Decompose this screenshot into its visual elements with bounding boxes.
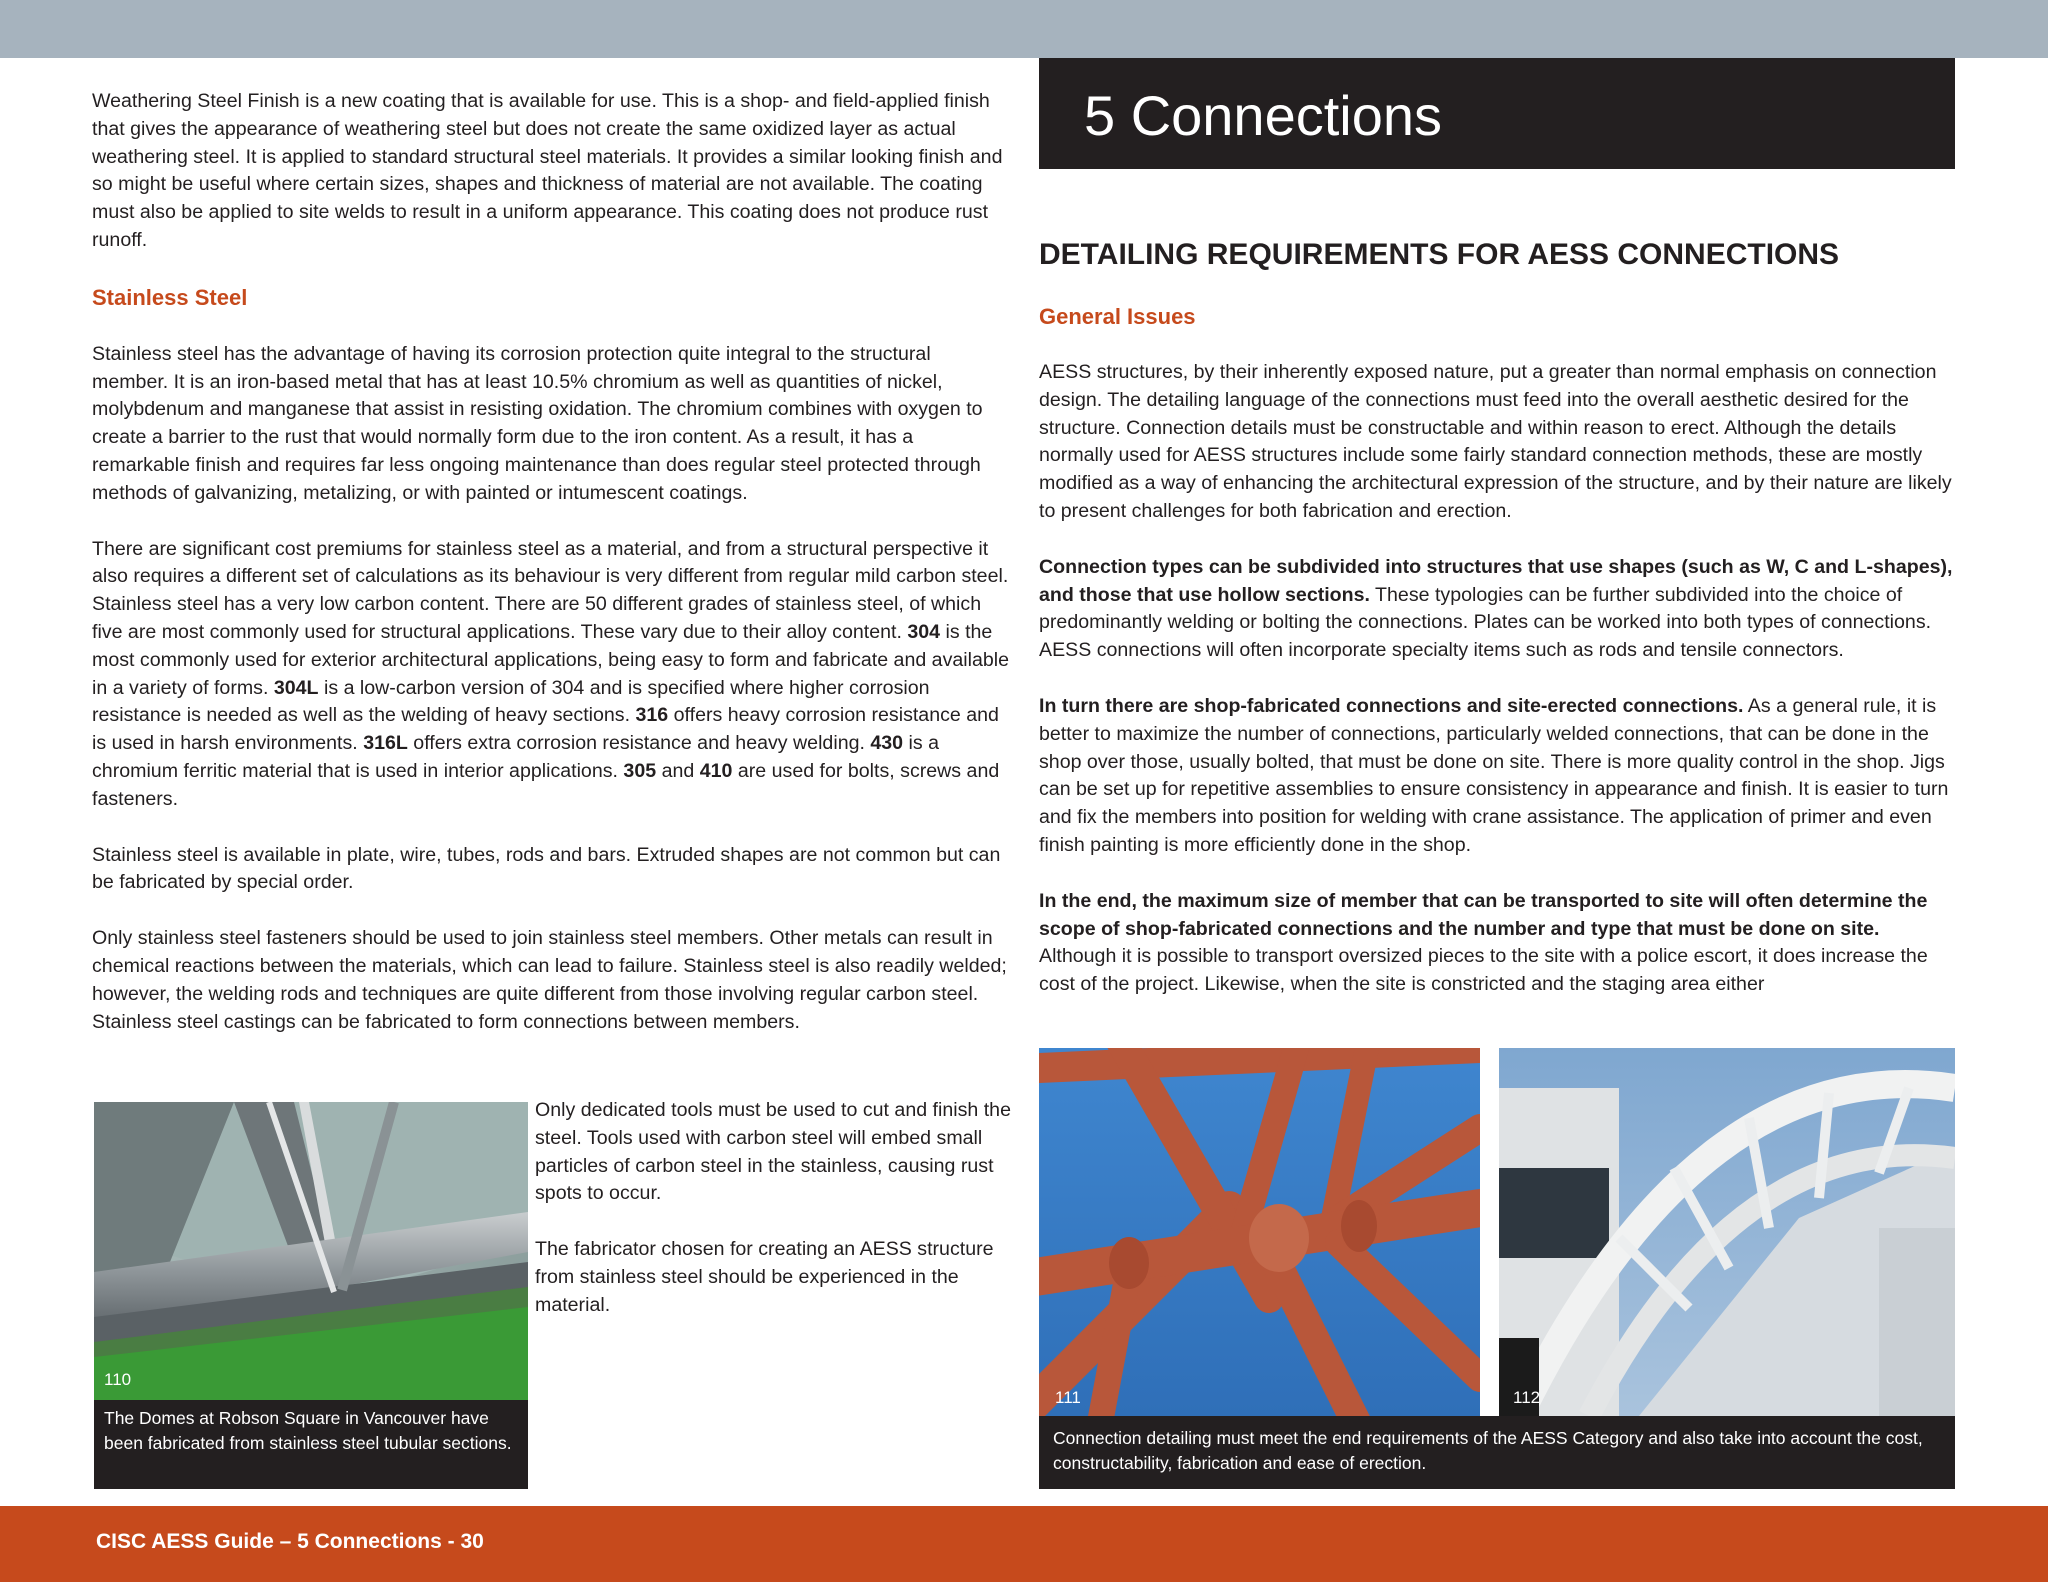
general-paragraph-2: Connection types can be subdivided into structures that use shapes (such as W, C and L-shapes), and those that use hollow sections. These typologies can be further subdivided into the choice of predominantly welding or bolting the connections. Plates can be worked into both types of connections. AESS connections will often incorporate specialty items such as rods and tensile connectors. — [1039, 555, 1953, 662]
top-color-bar — [0, 0, 2048, 58]
section-title: DETAILING REQUIREMENTS FOR AESS CONNECTIONS — [1039, 238, 1840, 271]
figure-110-caption: The Domes at Robson Square in Vancouver have been fabricated from stainless steel tubular sections. — [94, 1400, 528, 1489]
figure-111-112-caption: Connection detailing must meet the end requirements of the AESS Category and also take into account the cost, constructability, fabrication and ease of erection. — [1039, 1416, 1955, 1489]
stainless-paragraph-2: There are significant cost premiums for stainless steel as a material, and from a structural perspective it also requires a different set of calculations as its behaviour is very different from regular mild carbon steel. Stainless steel has a very low carbon content. There are 50 different grades of stainless steel, of which five are most commonly used for structural applications. These vary due to their alloy content. 304 is the most commonly used for exterior architectural applications, being easy to form and fabricate and available in a variety of forms. 304L is a low-carbon version of 304 and is specified where higher corrosion resistance is needed as well as the welding of heavy sections. 316 offers heavy corrosion resistance and is used in harsh environments. 316L offers extra corrosion resistance and heavy welding. 430 is a chromium ferritic material that is used in interior applications. 305 and 410 are used for bolts, screws and fasteners. — [92, 537, 1010, 810]
footer-text: CISC AESS Guide – 5 Connections - 30 — [96, 1530, 484, 1553]
stainless-paragraph-3: Stainless steel is available in plate, wire, tubes, rods and bars. Extruded shapes are not common but can be fabricated by special order. — [92, 843, 1001, 894]
footer-bar — [0, 1506, 2048, 1582]
tools-paragraph: Only dedicated tools must be used to cut and finish the steel. Tools used with carbon steel will embed small particles of carbon steel in the stainless, causing rust spots to occur. — [535, 1099, 1011, 1205]
figure-110-number: 110 — [104, 1370, 132, 1389]
fabricator-paragraph: The fabricator chosen for creating an AESS structure from stainless steel should be experienced in the material. — [535, 1238, 994, 1316]
stainless-paragraph-4: Only stainless steel fasteners should be used to join stainless steel members. Other metals can result in chemical reactions between the materials, which can lead to failure. Stainless steel is also readily welded; however, the welding rods and techniques are quite different from those involving regular carbon steel. Stainless steel castings can be fabricated to form connections between members. — [92, 927, 1007, 1033]
chapter-title: 5 Connections — [1084, 84, 1443, 147]
intro-paragraph: Weathering Steel Finish is a new coating that is available for use. This is a shop- and field-applied finish that gives the appearance of weathering steel but does not create the same oxidized layer as actual weathering steel. It is applied to standard structural steel materials. It provides a similar looking finish and so might be useful where certain sizes, shapes and thickness of material are not available. The coating must also be applied to site welds to result in a uniform appearance. This coating does not produce rust runoff. — [92, 90, 1003, 251]
general-issues-heading: General Issues — [1039, 304, 1196, 329]
left-column — [92, 88, 1010, 1036]
general-paragraph-3: In turn there are shop-fabricated connections and site-erected connections. As a general rule, it is better to maximize the number of connections, particularly welded connections, that can be done in the shop over those, usually bolted, that must be done on site. There is more quality control in the shop. Jigs can be set up for repetitive assemblies to ensure consistency in appearance and finish. It is easier to turn and fix the members into position for welding with crane assistance. The application of primer and even finish painting is more efficiently done in the shop. — [1039, 694, 1949, 856]
general-paragraph-1: AESS structures, by their inherently exposed nature, put a greater than normal emphasis on connection design. The detailing language of the connections must feed into the overall aesthetic desired for the structure. Connection details must be constructable and within reason to erect. Although the details normally used for AESS structures include some fairly standard connection methods, these are mostly modified as a way of enhancing the architectural expression of the structure, and by their nature are likely to present challenges for both fabrication and erection. — [1039, 361, 1952, 522]
figure-111-photo — [1039, 1048, 1480, 1416]
left-small-column — [535, 1097, 1013, 1320]
figure-111-number: 111 — [1055, 1388, 1081, 1407]
stainless-paragraph-1: Stainless steel has the advantage of having its corrosion protection quite integral to the structural member. It is an iron-based metal that has at least 10.5% chromium as well as quantities of nickel, molybdenum and manganese that assist in resisting oxidation. The chromium combines with oxygen to create a barrier to the rust that would normally form due to the iron content. As a result, it has a remarkable finish and requires far less ongoing maintenance than does regular steel protected through methods of galvanizing, metalizing, or with painted or intumescent coatings. — [92, 342, 983, 504]
stainless-steel-heading: Stainless Steel — [92, 284, 248, 310]
chapter-header — [1039, 58, 1955, 169]
right-column — [1039, 359, 1956, 999]
figure-112-number: 112 — [1513, 1388, 1541, 1407]
figure-112-photo — [1499, 1048, 1955, 1416]
figure-110-photo — [94, 1102, 528, 1400]
general-paragraph-4: In the end, the maximum size of member that can be transported to site will often determine the scope of shop-fabricated connections and the number and type that must be done on site. Although it is possible to transport oversized pieces to the site with a police escort, it does increase the cost of the project. Likewise, when the site is constricted and the staging area either — [1039, 889, 1928, 996]
